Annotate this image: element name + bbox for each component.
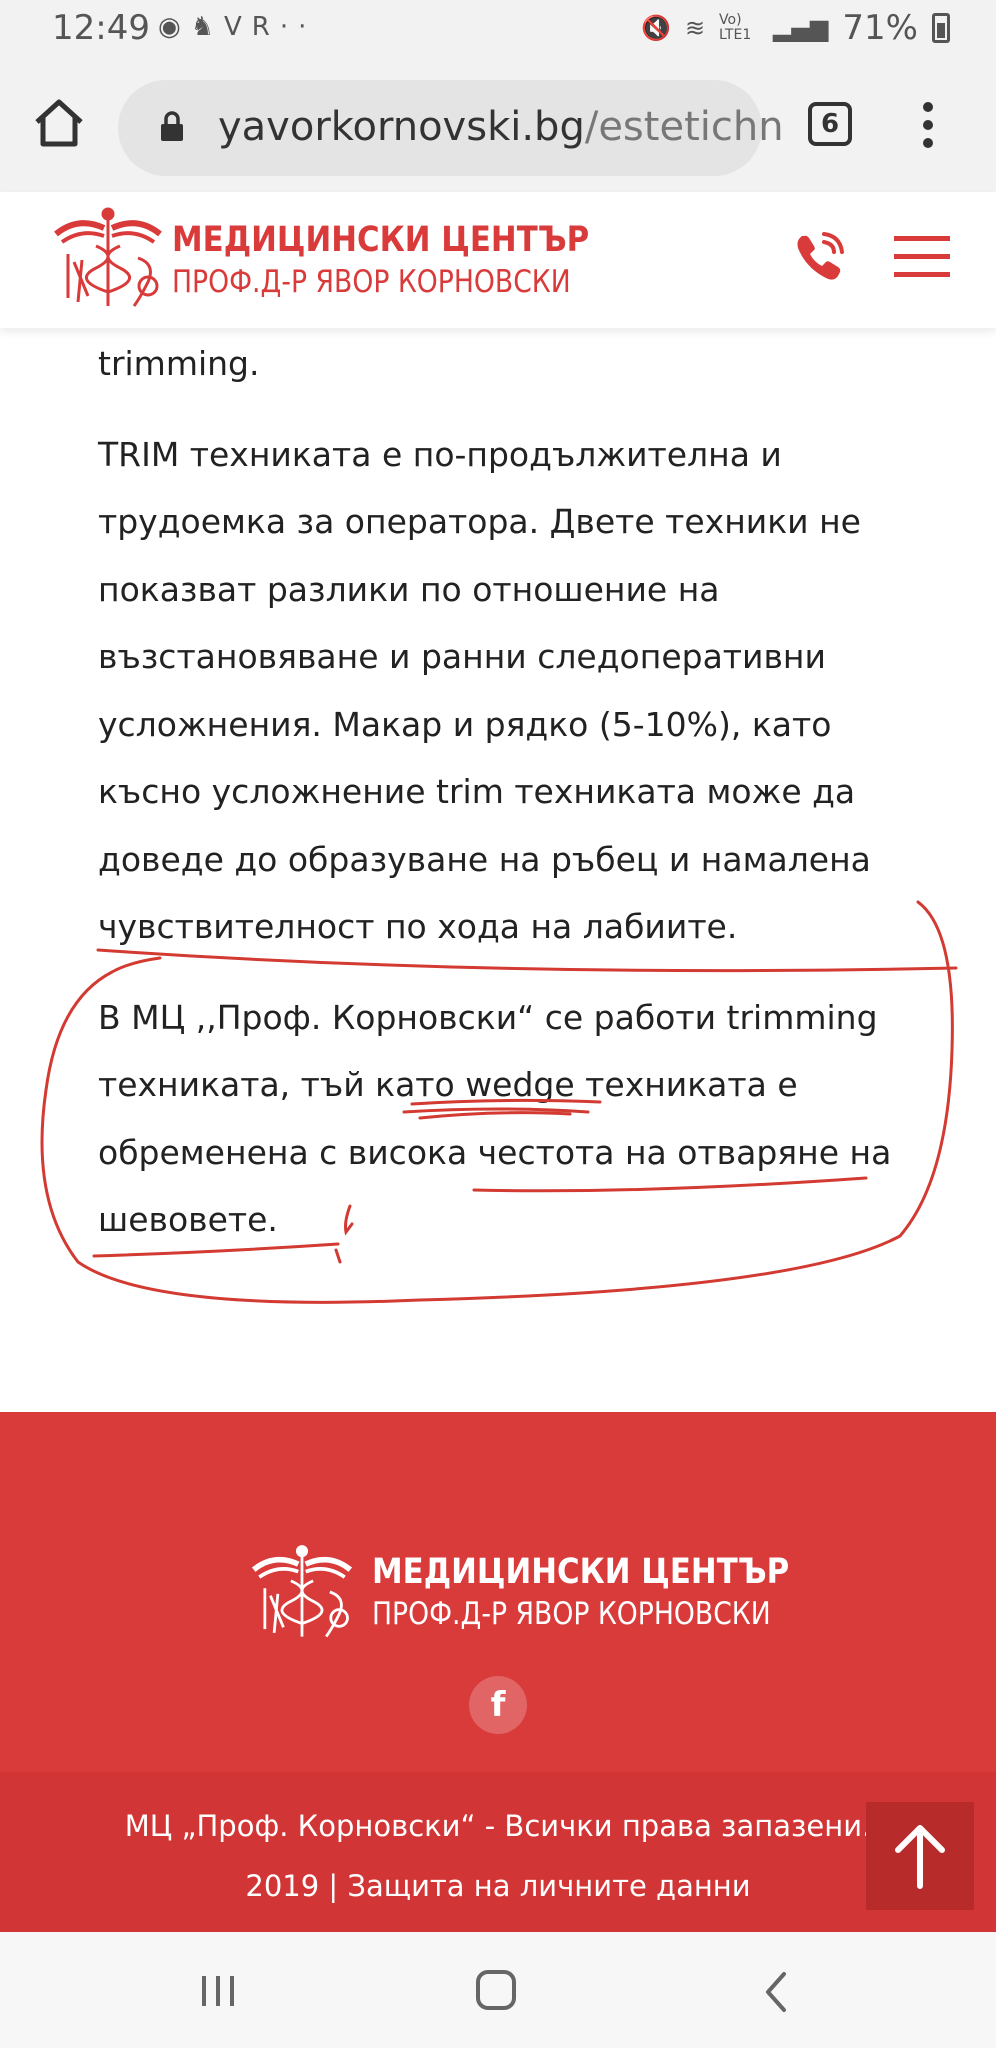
footer-logo-text (372, 1552, 846, 1632)
notification-icons (158, 12, 316, 42)
browser-toolbar (0, 60, 996, 192)
facebook-icon[interactable]: f (469, 1676, 527, 1734)
paragraph-trimming: trimming. (98, 344, 260, 383)
url-path: /estetichn (584, 104, 784, 150)
network-label: Vo) LTE1 (719, 12, 752, 43)
wifi-icon: ≋ (684, 14, 706, 42)
status-time: 12:49 (52, 8, 150, 48)
logo-line-2: ПРОФ.Д-Р ЯВОР КОРНОВСКИ (172, 264, 571, 300)
scroll-to-top-button[interactable] (866, 1802, 974, 1910)
site-header (0, 192, 996, 328)
arrow-up-icon (898, 1828, 942, 1886)
url-domain: yavorkornovski.bg (218, 104, 585, 150)
system-nav-bar (0, 1932, 996, 2048)
browser-menu-icon[interactable] (918, 98, 938, 158)
battery-icon (932, 13, 950, 43)
paragraph-clinic-method: В МЦ ,,Проф. Корновски“ се работи trimming техниката, тъй като wedge техниката е обременена с висока честота на отваряне на шевовете. (98, 997, 892, 1239)
site-footer (0, 1412, 996, 1932)
article-body (98, 330, 918, 1277)
url-text[interactable] (218, 104, 784, 150)
recent-apps-icon[interactable] (198, 1974, 238, 2008)
status-bar (0, 0, 996, 60)
mute-icon: 🔇 (641, 14, 671, 42)
battery-percent: 71% (842, 8, 918, 48)
caduceus-logo-icon[interactable] (48, 202, 168, 314)
footer-caduceus-icon (244, 1540, 360, 1644)
footer-logo[interactable] (244, 1540, 790, 1648)
copyright-text (0, 1796, 996, 1916)
copyright-line-1: МЦ „Проф. Корновски“ - Всички права запазени. (124, 1809, 872, 1843)
footer-logo-line-2: ПРОФ.Д-Р ЯВОР КОРНОВСКИ (372, 1596, 771, 1632)
footer-logo-line-1: МЕДИЦИНСКИ ЦЕНТЪР (372, 1552, 790, 1592)
phone-icon[interactable] (792, 228, 848, 284)
tab-switcher-button[interactable]: 6 (808, 102, 852, 146)
hamburger-menu-icon[interactable] (894, 236, 950, 276)
home-button-icon[interactable] (476, 1970, 516, 2010)
lock-icon (160, 110, 184, 142)
signal-icon: ▂▄▆ (773, 14, 829, 42)
app-icon: ♞ (190, 12, 224, 42)
messenger-icon: ◉ (158, 12, 191, 42)
home-icon[interactable] (32, 96, 86, 150)
more-dots-icon: ·· (279, 12, 317, 42)
privacy-policy-link[interactable]: 2019 | Защита на личните данни (245, 1869, 751, 1903)
vr-icon: VR (224, 12, 280, 42)
site-logo-text[interactable] (172, 220, 646, 300)
logo-line-1: МЕДИЦИНСКИ ЦЕНТЪР (172, 220, 590, 260)
address-bar[interactable] (118, 80, 784, 176)
back-icon[interactable] (762, 1970, 790, 2014)
paragraph-trim-technique: TRIM техниката е по-продължителна и трудоемка за оператора. Двете техники не показват разлики по отношение на възстановяване и ранни следоперативни усложнения. Макар и рядко (5-10%), като късно усложнение trim техниката може да доведе до образуване на ръбец и намалена чувствителност по хода на лабиите. (98, 434, 871, 946)
